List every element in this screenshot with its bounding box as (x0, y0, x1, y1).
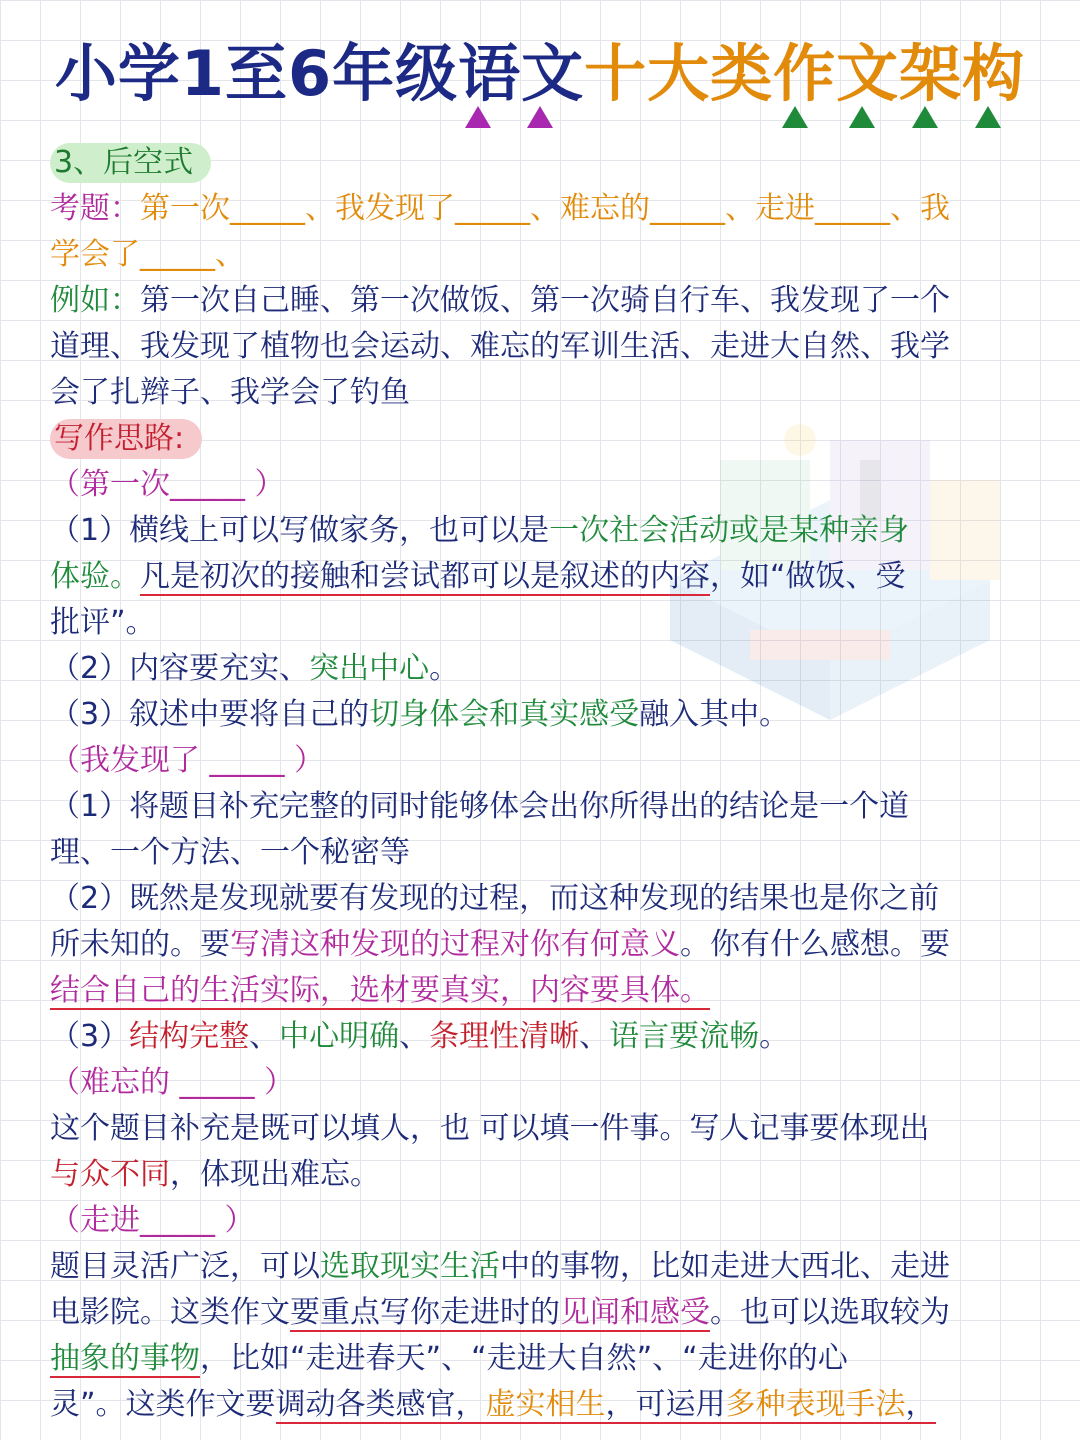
paragraph-text: 、 (579, 1019, 610, 1054)
paragraph-text: 理、一个方法、一个秘密等 (50, 835, 410, 870)
paragraph-text: 灵”。这类作文要 (50, 1387, 276, 1422)
paragraph-text: ，体现出难忘。 (170, 1157, 380, 1192)
paragraph-text: 题目灵活广泛，可以 (50, 1249, 320, 1284)
triangle-marker-icon (527, 106, 553, 128)
example-label: 例如： (50, 283, 140, 318)
paragraph-text: 批评”。 (50, 605, 156, 640)
underlined-text: ， (905, 1387, 936, 1422)
highlight-text: 语言要流畅 (609, 1019, 760, 1054)
paragraph-text: （2）内容要充实、 (50, 651, 310, 686)
highlight-text: 选取现实生活 (320, 1249, 500, 1284)
highlight-text: 切身体会和真实感受 (369, 697, 640, 732)
title-part-1: 小学1至6年级语文 (54, 37, 585, 110)
example-line (50, 278, 1040, 324)
example-text: 第一次自己睡、第一次做饭、第一次骑自行车、我发现了一个 (140, 283, 950, 318)
paragraph-text: 。你有什么感想。要 (680, 927, 950, 962)
paragraph-text: ，比如“走进春天”、“走进大自然”、“走进你的心 (200, 1341, 848, 1376)
paragraph-text: 。 (429, 651, 460, 686)
paragraph-text: （3） (50, 1019, 130, 1054)
highlight-text: 体验。 (50, 559, 140, 594)
paragraph-text: ，如“做饭、受 (710, 559, 906, 594)
subheading-discover: （我发现了 _____ ） (50, 743, 325, 778)
triangle-marker-icon (849, 106, 875, 128)
highlight-text: 一次社会活动或是某种亲身 (549, 513, 910, 548)
triangle-marker-icon (912, 106, 938, 128)
paragraph-text: （1）横线上可以写做家务，也可以是 (50, 513, 550, 548)
paragraph-text: 。 (759, 1019, 790, 1054)
underlined-text: 要重点写你走进时的 (290, 1295, 560, 1330)
paragraph-text: 所未知的。要 (50, 927, 230, 962)
paragraph-text: 、 (249, 1019, 280, 1054)
article-body (50, 140, 1040, 1428)
subheading-memorable: （难忘的 _____ ） (50, 1065, 295, 1100)
paragraph-text: （2）既然是发现就要有发现的过程，而这种发现的结果也是你之前 (50, 881, 940, 916)
underlined-text: 抽象的事物 (50, 1341, 200, 1376)
highlight-text: 突出中心 (309, 651, 430, 686)
example-text: 道理、我发现了植物也会运动、难忘的军训生活、走进大自然、我学 (50, 329, 950, 364)
subheading-enter: （走进_____ ） (50, 1203, 255, 1238)
page-title (0, 24, 1080, 113)
paragraph-text: 电影院。这类作文 (50, 1295, 290, 1330)
topics-line (50, 186, 1040, 232)
paragraph-text: 、 (399, 1019, 430, 1054)
underlined-text: 虚实相生 (485, 1387, 606, 1422)
example-text: 会了扎辫子、我学会了钓鱼 (50, 375, 410, 410)
section-label: 3、后空式 (50, 143, 211, 183)
paragraph-text: 融入其中。 (639, 697, 790, 732)
subheading-first-time: （第一次_____ ） (50, 467, 285, 502)
approach-label: 写作思路: (50, 419, 202, 459)
underlined-text: ， (455, 1387, 486, 1422)
topics-text: 第一次_____、我发现了_____、难忘的_____、走进_____、我 (140, 191, 950, 226)
highlight-text: 结构完整 (129, 1019, 250, 1054)
paragraph-text: 中的事物，比如走进大西北、走进 (500, 1249, 950, 1284)
highlight-text: 与众不同 (50, 1157, 170, 1192)
triangle-marker-icon (465, 106, 491, 128)
title-part-2: 十大类作文架构 (584, 37, 1026, 110)
paragraph-text: 这个题目补充是既可以填人，也 可以填一件事。写人记事要体现出 (50, 1111, 930, 1146)
paragraph-text: （1）将题目补充完整的同时能够体会出你所得出的结论是一个道 (50, 789, 910, 824)
topics-label: 考题： (50, 191, 140, 226)
topics-text: 学会了_____、 (50, 237, 245, 272)
highlight-text: 条理性清晰 (429, 1019, 580, 1054)
highlight-text: 写清这种发现的过程对你有何意义 (230, 927, 680, 962)
paragraph-text: 。也可以选取较为 (710, 1295, 950, 1330)
underlined-text: 结合自己的生活实际，选材要真实，内容要具体。 (50, 973, 710, 1008)
underlined-text: 多种表现手法 (725, 1387, 906, 1422)
underlined-text: 调动各类感官 (275, 1387, 456, 1422)
triangle-marker-icon (975, 106, 1001, 128)
underlined-text: 凡是初次的接触和尝试都可以是叙述的内容 (140, 559, 710, 594)
triangle-marker-icon (782, 106, 808, 128)
highlight-text: 中心明确 (279, 1019, 400, 1054)
underlined-text: ，可运用 (605, 1387, 726, 1422)
underlined-text: 见闻和感受 (560, 1295, 710, 1330)
paragraph-text: （3）叙述中要将自己的 (50, 697, 370, 732)
